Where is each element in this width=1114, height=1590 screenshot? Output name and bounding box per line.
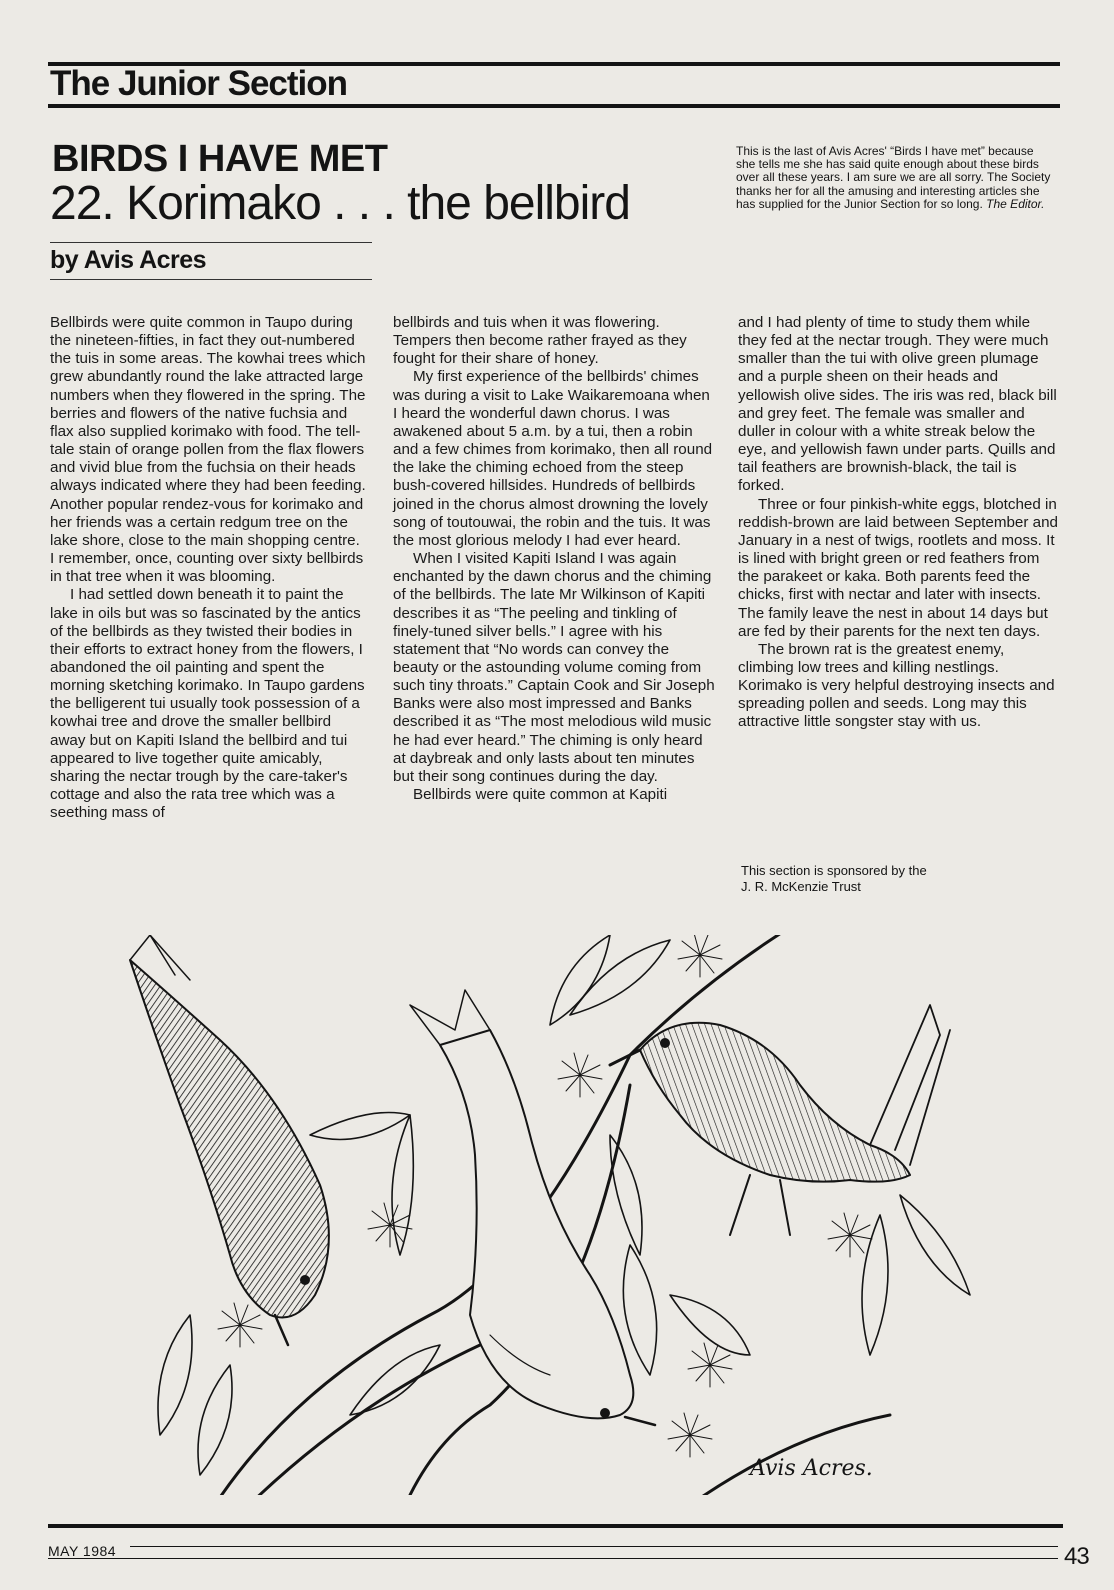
paragraph: I had settled down beneath it to paint the lake in oils but was so fascinated by the antics of the bellbirds as they twisted their bodies in their efforts to extract honey from the flowers, I abandoned the oil painting and spent the morning sketching korimako. In Taupo gardens the belligerent tui usually took possession of a kowhai tree and drove the smaller bellbird away but on Kapiti Island the bellbird and tui appeared to live together quite amicably, sharing the nectar trough by the care-taker's cottage and also the rata tree which was a seething mass of — [50, 586, 365, 822]
section-title: The Junior Section — [50, 64, 348, 103]
article-subheadline: 22. Korimako . . . the bellbird — [50, 177, 630, 230]
middle-bellbird — [410, 990, 655, 1425]
editor-signoff: The Editor. — [986, 196, 1045, 211]
paragraph: My first experience of the bellbirds' chimes was during a visit to Lake Waikaremoana when I heard the wonderful dawn chorus. I was awakened about 5 a.m. by a tui, then a robin and a few chimes from korimako, then all round the lake the chiming echoed from the steep bush-covered hillsides. Hundreds of bellbirds joined in the chorus almost drowning the lovely song of toutouwai, the robin and the tuis. It was the most glorious melody I had ever heard. — [393, 368, 713, 549]
editor-note — [736, 145, 1056, 211]
body-column-3 — [738, 314, 1060, 732]
editor-note-text: This is the last of Avis Acres' “Birds I have met” because she tells me she has said quite enough about these birds over all these years. I am sure we are all sorry. The Society thanks her for all the amusing and interesting articles she has supplied for the Junior Section for so long. — [736, 144, 1051, 211]
right-bellbird — [610, 1005, 950, 1235]
bellbird-illustration — [110, 935, 990, 1495]
paragraph: When I visited Kapiti Island I was again enchanted by the dawn chorus and the chiming of the bellbirds. The late Mr Wilkinson of Kapiti describes it as “The peeling and tinkling of finely-tuned silver bells.” I agree with his statement that “No words can convey the beauty or the astounding volume coming from such tiny throats.” Captain Cook and Sir Joseph Banks were also most impressed and Banks described it as “The most melodious wild music he had ever heard.” The chiming is only heard at daybreak and only lasts about ten minutes but their song continues during the day. — [393, 550, 715, 785]
paragraph: Three or four pinkish-white eggs, blotched in reddish-brown are laid between September and January in a nest of twigs, rootlets and moss. It is lined with bright green or red feathers from the parakeet or kaka. Both parents feed the chicks, first with nectar and later with insects. The family leave the nest in about 14 days but are fed by their parents for the next ten days. — [738, 495, 1058, 640]
paragraph: Bellbirds were quite common in Taupo during the nineteen-fifties, in fact they out-numbered the tuis in some areas. The kowhai trees which grew abundantly round the lake attracted large numbers when they flowered in the spring. The berries and flowers of the native fuchsia and flax also supplied korimako with food. The tell-tale stain of orange pollen from the flax flowers and vivid blue from the fuchsia on their heads always indicated where they had been feeding. Another popular rendez-vous for korimako and her friends was a certain redgum tree on the lake shore, close to the main shopping centre. I remember, once, counting over sixty bellbirds in that tree when it was blooming. — [50, 314, 366, 586]
paragraph: and I had plenty of time to study them while they fed at the nectar trough. They were much smaller than the tui with olive green plumage and a purple sheen on their heads and yellowish olive sides. The iris was red, black bill and grey feet. The female was smaller and duller in colour with a white streak below the eye, and yellowish fawn under parts. Quills and tail feathers are brownish-black, the tail is forked. — [738, 314, 1057, 495]
footer-rule — [48, 1524, 1063, 1528]
sponsor-line-2: J. R. McKenzie Trust — [741, 879, 861, 894]
byline: by Avis Acres — [50, 242, 372, 280]
paragraph: bellbirds and tuis when it was flowering. Tempers then become rather frayed as they fought for their share of honey. — [393, 314, 687, 368]
body-column-1 — [50, 314, 366, 822]
paragraph: Bellbirds were quite common at Kapiti — [413, 786, 668, 804]
body-column-2 — [393, 314, 715, 804]
article-headline: BIRDS I HAVE MET — [52, 138, 388, 180]
artist-signature: Avis Acres. — [750, 1456, 873, 1481]
issue-date: MAY 1984 — [48, 1543, 117, 1559]
footer-thin-rule-1 — [130, 1546, 1058, 1547]
paragraph: The brown rat is the greatest enemy, climbing low trees and killing nestlings. Korimako is very helpful destroying insects and spreading pollen and seeds. Long may this attractive little songster stay with us. — [738, 640, 1055, 731]
page-number: 43 — [1064, 1543, 1089, 1570]
header-bottom-rule — [48, 104, 1060, 108]
left-bellbird — [130, 935, 329, 1345]
footer-thin-rule-2 — [48, 1558, 1058, 1559]
sponsor-note — [741, 863, 1001, 895]
sponsor-line-1: This section is sponsored by the — [741, 863, 927, 878]
